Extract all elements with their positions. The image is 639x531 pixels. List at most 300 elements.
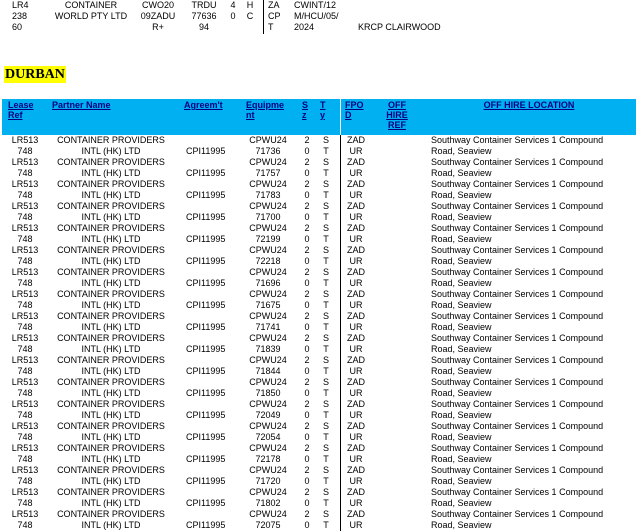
row-divider (340, 245, 341, 267)
off-hire-location-cell-line: Southway Container Services 1 Compound (431, 223, 604, 233)
off-hire-location-cell-line: Southway Container Services 1 Compound (431, 509, 604, 519)
partner-name-cell-line: INTL (HK) LTD (81, 432, 141, 442)
equipment-cell (248, 399, 288, 421)
partner-name-cell-line: CONTAINER PROVIDERS (57, 289, 165, 299)
fpod-cell-line: ZAD (347, 157, 365, 167)
lease-ref-cell (10, 245, 40, 267)
fpod-cell (345, 509, 367, 531)
row-divider (340, 179, 341, 201)
type-cell-line: S (322, 399, 329, 409)
table-row (2, 421, 636, 443)
type-cell-line: S (322, 267, 329, 277)
partner-name-cell-line: INTL (HK) LTD (81, 190, 141, 200)
partner-name-cell-line: CONTAINER PROVIDERS (57, 421, 165, 431)
lease-ref-cell (10, 355, 40, 377)
fpod-cell-line: ZAD (347, 421, 365, 431)
type-cell (322, 333, 330, 355)
equipment-cell-line: 71720 (255, 476, 281, 486)
header-type: T y (320, 100, 326, 120)
header-lease-ref: Lease Ref (8, 100, 34, 120)
table-row (2, 267, 636, 289)
fpod-cell-line: UR (349, 520, 363, 530)
type-cell (322, 179, 330, 201)
fpod-cell-line: UR (349, 146, 363, 156)
off-hire-location-cell (431, 267, 636, 289)
type-cell-line: T (323, 234, 329, 244)
size-cell-line: 2 (304, 399, 310, 409)
size-cell-line: 0 (304, 454, 310, 464)
partner-name-cell-line: INTL (HK) LTD (81, 388, 141, 398)
off-hire-location-cell-line: Road, Seaview (431, 256, 492, 266)
type-cell-line: T (323, 168, 329, 178)
off-hire-location-cell-line: Road, Seaview (431, 454, 492, 464)
type-cell-line: S (322, 135, 329, 145)
size-cell-line: 2 (304, 135, 310, 145)
off-hire-location-cell-line: Southway Container Services 1 Compound (431, 443, 604, 453)
table-row (2, 201, 636, 223)
fpod-cell-line: ZAD (347, 355, 365, 365)
fpod-cell-line: UR (349, 322, 363, 332)
agreement-cell: CPI11995 (186, 278, 226, 288)
lease-ref-cell-line: LR513 (11, 487, 39, 497)
partner-name-cell (52, 399, 170, 421)
off-hire-location-cell-line: Southway Container Services 1 Compound (431, 157, 604, 167)
type-cell (322, 245, 330, 267)
lease-ref-cell-line: LR513 (11, 355, 39, 365)
off-hire-location-cell (431, 487, 636, 509)
fpod-cell (345, 487, 367, 509)
agreement-cell: CPI11995 (186, 344, 226, 354)
size-cell (303, 487, 311, 509)
type-cell (322, 421, 330, 443)
lease-ref-cell-line: LR513 (11, 443, 39, 453)
header-divider (340, 99, 341, 135)
lease-ref-cell-line: 748 (17, 410, 33, 420)
off-hire-location-cell-line: Road, Seaview (431, 410, 492, 420)
lease-ref-cell (10, 443, 40, 465)
table-row (2, 399, 636, 421)
agreement-cell: CPI11995 (186, 454, 226, 464)
row-divider (340, 135, 341, 157)
lease-ref-cell-line: LR513 (11, 465, 39, 475)
lease-ref-cell-line: 748 (17, 454, 33, 464)
size-cell-line: 2 (304, 355, 310, 365)
equipment-cell (248, 465, 288, 487)
equipment-cell-line: 71757 (255, 168, 281, 178)
partner-name-cell (52, 201, 170, 223)
lease-ref-cell (10, 201, 40, 223)
fpod-cell-line: UR (349, 410, 363, 420)
size-cell-line: 0 (304, 212, 310, 222)
lease-ref-cell-line: LR513 (11, 201, 39, 211)
table-row (2, 509, 636, 531)
partner-name-cell-line: INTL (HK) LTD (81, 344, 141, 354)
off-hire-location-cell (431, 157, 636, 179)
fpod-cell-line: UR (349, 366, 363, 376)
type-cell (322, 443, 330, 465)
lease-ref-cell-line: 748 (17, 388, 33, 398)
equipment-cell (248, 509, 288, 531)
type-cell-line: S (322, 245, 329, 255)
fpod-cell-line: ZAD (347, 487, 365, 497)
equipment-cell-line: 71850 (255, 388, 281, 398)
fpod-cell-line: ZAD (347, 443, 365, 453)
off-hire-location-cell (431, 421, 636, 443)
type-cell-line: T (323, 146, 329, 156)
off-hire-location-cell-line: Southway Container Services 1 Compound (431, 289, 604, 299)
fpod-cell-line: UR (349, 234, 363, 244)
size-cell-line: 2 (304, 421, 310, 431)
off-hire-location-cell (431, 509, 636, 531)
partner-name-cell-line: CONTAINER PROVIDERS (57, 399, 165, 409)
agreement-cell: CPI11995 (186, 520, 226, 530)
partner-name-cell-line: INTL (HK) LTD (81, 278, 141, 288)
size-cell-line: 0 (304, 190, 310, 200)
fpod-cell (345, 377, 367, 399)
size-cell-line: 0 (304, 366, 310, 376)
size-cell (303, 465, 311, 487)
header-agreement: Agreem't (184, 100, 223, 110)
fpod-cell-line: UR (349, 432, 363, 442)
type-cell (322, 487, 330, 509)
table-row (2, 135, 636, 157)
lease-ref-cell-line: 748 (17, 256, 33, 266)
fpod-cell (345, 311, 367, 333)
equipment-cell-line: CPWU24 (249, 201, 287, 211)
equipment-cell (248, 355, 288, 377)
equipment-cell-line: 72075 (255, 520, 281, 530)
equipment-cell-line: 71741 (255, 322, 281, 332)
fpod-cell-line: ZAD (347, 267, 365, 277)
size-cell-line: 0 (304, 344, 310, 354)
off-hire-location-cell-line: Southway Container Services 1 Compound (431, 201, 604, 211)
partner-name-cell-line: INTL (HK) LTD (81, 146, 141, 156)
size-cell-line: 0 (304, 168, 310, 178)
top-off-hire-ref: CWINT/12 M/HCU/05/ 2024 (294, 0, 339, 32)
table-row (2, 377, 636, 399)
type-cell-line: S (322, 289, 329, 299)
size-cell-line: 2 (304, 487, 310, 497)
lease-ref-cell-line: 748 (17, 278, 33, 288)
type-cell-line: S (322, 333, 329, 343)
type-cell-line: T (323, 190, 329, 200)
top-fpod: ZA CP T (268, 0, 281, 32)
off-hire-location-cell-line: Road, Seaview (431, 212, 492, 222)
table-row (2, 223, 636, 245)
off-hire-location-cell (431, 245, 636, 267)
equipment-cell (248, 421, 288, 443)
lease-ref-cell-line: 748 (17, 322, 33, 332)
equipment-cell-line: CPWU24 (249, 355, 287, 365)
equipment-cell-line: 72178 (255, 454, 281, 464)
partner-name-cell (52, 135, 170, 157)
fpod-cell (345, 399, 367, 421)
lease-ref-cell-line: 748 (17, 212, 33, 222)
fpod-cell-line: ZAD (347, 223, 365, 233)
type-cell (322, 311, 330, 333)
header-off-hire-location: OFF HIRE LOCATION (483, 100, 575, 110)
lease-ref-cell (10, 179, 40, 201)
size-cell-line: 0 (304, 410, 310, 420)
equipment-cell-line: CPWU24 (249, 245, 287, 255)
off-hire-location-cell-line: Road, Seaview (431, 520, 492, 530)
row-divider (340, 201, 341, 223)
partner-name-cell-line: INTL (HK) LTD (81, 498, 141, 508)
lease-ref-cell (10, 399, 40, 421)
off-hire-location-cell-line: Road, Seaview (431, 322, 492, 332)
fpod-cell (345, 333, 367, 355)
lease-ref-cell (10, 487, 40, 509)
fpod-cell (345, 201, 367, 223)
partner-name-cell (52, 267, 170, 289)
partner-name-cell-line: INTL (HK) LTD (81, 168, 141, 178)
agreement-cell: CPI11995 (186, 410, 226, 420)
table-row (2, 355, 636, 377)
equipment-cell-line: CPWU24 (249, 465, 287, 475)
equipment-cell (248, 267, 288, 289)
equipment-cell-line: CPWU24 (249, 487, 287, 497)
off-hire-location-cell-line: Southway Container Services 1 Compound (431, 399, 604, 409)
equipment-cell-line: 72054 (255, 432, 281, 442)
fpod-cell-line: ZAD (347, 399, 365, 409)
equipment-cell-line: CPWU24 (249, 333, 287, 343)
equipment-cell-line: 71844 (255, 366, 281, 376)
equipment-cell-line: 71700 (255, 212, 281, 222)
type-cell (322, 509, 330, 531)
equipment-cell-line: CPWU24 (249, 399, 287, 409)
type-cell-line: T (323, 388, 329, 398)
equipment-cell (248, 443, 288, 465)
row-divider (340, 311, 341, 333)
equipment-cell-line: CPWU24 (249, 443, 287, 453)
table-row (2, 487, 636, 509)
type-cell-line: T (323, 278, 329, 288)
off-hire-location-cell-line: Road, Seaview (431, 278, 492, 288)
lease-ref-cell (10, 333, 40, 355)
off-hire-location-cell-line: Southway Container Services 1 Compound (431, 245, 604, 255)
lease-ref-cell (10, 267, 40, 289)
partner-name-cell-line: INTL (HK) LTD (81, 212, 141, 222)
row-divider (340, 377, 341, 399)
type-cell-line: T (323, 454, 329, 464)
type-cell-line: S (322, 179, 329, 189)
fpod-cell-line: UR (349, 388, 363, 398)
fpod-cell-line: UR (349, 344, 363, 354)
equipment-cell (248, 179, 288, 201)
lease-ref-cell-line: LR513 (11, 333, 39, 343)
type-cell (322, 135, 330, 157)
lease-ref-cell-line: 748 (17, 476, 33, 486)
type-cell (322, 289, 330, 311)
table-row (2, 311, 636, 333)
off-hire-location-cell (431, 355, 636, 377)
lease-ref-cell-line: LR513 (11, 509, 39, 519)
fpod-cell (345, 443, 367, 465)
equipment-cell (248, 201, 288, 223)
partner-name-cell-line: CONTAINER PROVIDERS (57, 267, 165, 277)
partner-name-cell-line: INTL (HK) LTD (81, 410, 141, 420)
off-hire-location-cell-line: Southway Container Services 1 Compound (431, 311, 604, 321)
fpod-cell-line: UR (349, 300, 363, 310)
partner-name-cell (52, 245, 170, 267)
type-cell (322, 267, 330, 289)
size-cell-line: 2 (304, 223, 310, 233)
off-hire-location-cell-line: Southway Container Services 1 Compound (431, 135, 604, 145)
size-cell-line: 0 (304, 234, 310, 244)
partner-name-cell (52, 443, 170, 465)
off-hire-location-cell-line: Road, Seaview (431, 366, 492, 376)
size-cell-line: 2 (304, 289, 310, 299)
type-cell-line: T (323, 344, 329, 354)
size-cell (303, 355, 311, 377)
fpod-cell-line: UR (349, 278, 363, 288)
equipment-cell (248, 135, 288, 157)
header-partner-name: Partner Name (52, 100, 111, 110)
fpod-cell (345, 157, 367, 179)
agreement-cell: CPI11995 (186, 168, 226, 178)
off-hire-location-cell (431, 135, 636, 157)
lease-ref-cell-line: LR513 (11, 267, 39, 277)
off-hire-location-cell (431, 399, 636, 421)
fpod-cell (345, 135, 367, 157)
partner-name-cell-line: INTL (HK) LTD (81, 476, 141, 486)
lease-ref-cell-line: LR513 (11, 179, 39, 189)
type-cell-line: S (322, 377, 329, 387)
row-divider (340, 399, 341, 421)
lease-ref-cell-line: LR513 (11, 311, 39, 321)
partner-name-cell-line: CONTAINER PROVIDERS (57, 443, 165, 453)
lease-ref-cell-line: 748 (17, 498, 33, 508)
fpod-cell-line: ZAD (347, 377, 365, 387)
fpod-cell-line: ZAD (347, 201, 365, 211)
agreement-cell: CPI11995 (186, 432, 226, 442)
fpod-cell-line: UR (349, 256, 363, 266)
equipment-cell-line: CPWU24 (249, 377, 287, 387)
type-cell (322, 157, 330, 179)
type-cell-line: T (323, 366, 329, 376)
type-cell-line: S (322, 465, 329, 475)
size-cell-line: 2 (304, 267, 310, 277)
fpod-cell-line: ZAD (347, 289, 365, 299)
table-row (2, 245, 636, 267)
lease-ref-cell (10, 223, 40, 245)
size-cell (303, 157, 311, 179)
lease-ref-cell (10, 135, 40, 157)
size-cell (303, 333, 311, 355)
off-hire-location-cell-line: Road, Seaview (431, 344, 492, 354)
type-cell-line: S (322, 223, 329, 233)
size-cell (303, 223, 311, 245)
off-hire-location-cell (431, 179, 636, 201)
top-lease-ref: LR4 238 60 (12, 0, 29, 32)
partner-name-cell (52, 421, 170, 443)
table-row (2, 333, 636, 355)
row-divider (340, 333, 341, 355)
lease-ref-cell-line: 748 (17, 300, 33, 310)
partner-name-cell-line: INTL (HK) LTD (81, 454, 141, 464)
size-cell (303, 377, 311, 399)
size-cell (303, 267, 311, 289)
partner-name-cell-line: CONTAINER PROVIDERS (57, 245, 165, 255)
top-divider (263, 0, 264, 34)
partner-name-cell-line: INTL (HK) LTD (81, 322, 141, 332)
row-divider (340, 157, 341, 179)
size-cell-line: 2 (304, 465, 310, 475)
fpod-cell (345, 289, 367, 311)
partner-name-cell (52, 333, 170, 355)
header-equipment: Equipme nt (246, 100, 285, 120)
size-cell-line: 0 (304, 388, 310, 398)
partner-name-cell (52, 179, 170, 201)
off-hire-location-cell-line: Road, Seaview (431, 146, 492, 156)
fpod-cell (345, 421, 367, 443)
partner-name-cell (52, 311, 170, 333)
partner-name-cell-line: INTL (HK) LTD (81, 256, 141, 266)
size-cell (303, 201, 311, 223)
equipment-cell-line: CPWU24 (249, 179, 287, 189)
equipment-cell-line: 71675 (255, 300, 281, 310)
off-hire-location-cell (431, 201, 636, 223)
partner-name-cell-line: CONTAINER PROVIDERS (57, 223, 165, 233)
lease-ref-cell-line: 748 (17, 146, 33, 156)
top-agreement: CWO20 09ZADU R+ (140, 0, 176, 32)
agreement-cell: CPI11995 (186, 190, 226, 200)
table-row (2, 157, 636, 179)
size-cell-line: 2 (304, 157, 310, 167)
size-cell-line: 2 (304, 179, 310, 189)
equipment-cell (248, 245, 288, 267)
row-divider (340, 465, 341, 487)
top-equipment: TRDU 77636 94 (191, 0, 217, 32)
off-hire-location-cell (431, 311, 636, 333)
fpod-cell (345, 355, 367, 377)
size-cell-line: 0 (304, 322, 310, 332)
partner-name-cell (52, 465, 170, 487)
size-cell-line: 2 (304, 311, 310, 321)
type-cell-line: T (323, 322, 329, 332)
size-cell (303, 135, 311, 157)
fpod-cell-line: UR (349, 454, 363, 464)
agreement-cell: CPI11995 (186, 476, 226, 486)
off-hire-location-cell-line: Road, Seaview (431, 190, 492, 200)
off-hire-location-cell-line: Road, Seaview (431, 300, 492, 310)
city-name: DURBAN (5, 67, 65, 82)
lease-ref-cell-line: LR513 (11, 245, 39, 255)
row-divider (340, 223, 341, 245)
type-cell-line: T (323, 432, 329, 442)
equipment-cell-line: CPWU24 (249, 509, 287, 519)
off-hire-location-cell-line: Southway Container Services 1 Compound (431, 179, 604, 189)
equipment-cell-line: 71839 (255, 344, 281, 354)
fpod-cell-line: UR (349, 212, 363, 222)
equipment-cell-line: 72049 (255, 410, 281, 420)
fpod-cell-line: ZAD (347, 179, 365, 189)
partner-name-cell-line: INTL (HK) LTD (81, 234, 141, 244)
agreement-cell: CPI11995 (186, 498, 226, 508)
agreement-cell: CPI11995 (186, 300, 226, 310)
partner-name-cell-line: CONTAINER PROVIDERS (57, 355, 165, 365)
lease-ref-cell-line: LR513 (11, 377, 39, 387)
partner-name-cell (52, 487, 170, 509)
fpod-cell-line: ZAD (347, 245, 365, 255)
header-size: S z (302, 100, 309, 120)
partner-name-cell-line: CONTAINER PROVIDERS (57, 377, 165, 387)
fpod-cell-line: ZAD (347, 311, 365, 321)
equipment-cell-line: CPWU24 (249, 157, 287, 167)
lease-ref-cell (10, 289, 40, 311)
fpod-cell-line: UR (349, 498, 363, 508)
lease-ref-cell-line: LR513 (11, 399, 39, 409)
